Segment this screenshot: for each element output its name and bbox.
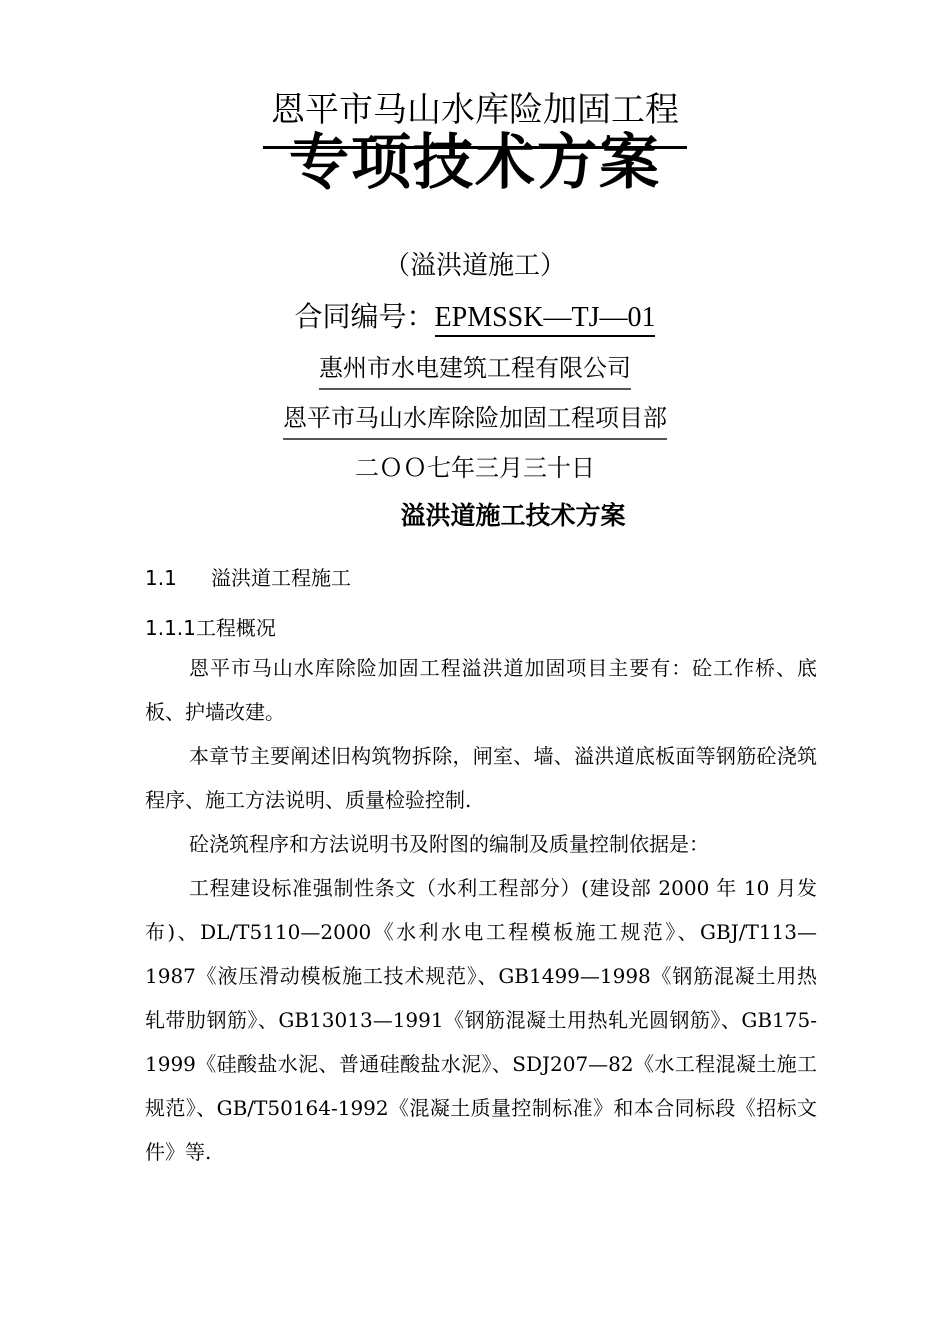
paragraph-text: 恩平市马山水库除险加固工程溢洪道加固项目主要有：砼工作桥、底板、护墙改建。 bbox=[145, 656, 817, 724]
contract-number bbox=[0, 296, 950, 339]
section-title: 溢洪道工程施工 bbox=[211, 566, 351, 590]
cover-title-line2: 专项技术方案 bbox=[289, 128, 661, 198]
paragraph-3 bbox=[145, 822, 817, 866]
project-department bbox=[0, 400, 950, 440]
paragraph-2 bbox=[145, 734, 817, 822]
cover-subtitle: （溢洪道施工） bbox=[383, 251, 566, 281]
paragraph-1 bbox=[145, 646, 817, 734]
paragraph-text: 工程建设标准强制性条文（水利工程部分）(建设部 2000 年 10 月发布)、DL/T5110—2000《水利水电工程模板施工规范》、GBJ/T113—1987《液压滑动模板施工技术规范》、GB1499—1998《钢筋混凝土用热轧带肋钢筋》、GB13013—1991《钢筋混凝土用热轧光圆钢筋》、GB175-1999《硅酸盐水泥、普通硅酸盐水泥》、SDJ207—82《水工程混凝土施工规范》、GB/T50164-1992《混凝土质量控制标准》和本合同标段《招标文件》等. bbox=[145, 876, 817, 1164]
company-name bbox=[0, 350, 950, 390]
company-name-text: 惠州市水电建筑工程有限公司 bbox=[319, 350, 631, 390]
contract-label: 合同编号： bbox=[294, 300, 435, 333]
paragraph-4 bbox=[145, 866, 817, 1174]
section-heading-1-1-1 bbox=[145, 613, 276, 643]
cover-title-line1: 恩平市马山水库险加固工程 bbox=[271, 90, 679, 130]
cover-date: 二ＯＯ七年三月三十日 bbox=[355, 454, 595, 482]
document-title: 溢洪道施工技术方案 bbox=[400, 501, 626, 530]
paragraph-text: 砼浇筑程序和方法说明书及附图的编制及质量控制依据是： bbox=[189, 832, 709, 856]
paragraph-text: 本章节主要阐述旧构筑物拆除，闸室、墙、溢洪道底板面等钢筋砼浇筑程序、施工方法说明、质量检验控制. bbox=[145, 744, 817, 812]
contract-code: EPMSSK—TJ—01 bbox=[435, 302, 656, 337]
section-number: 1.1 bbox=[145, 566, 177, 590]
section-title: 工程概况 bbox=[195, 616, 276, 640]
section-number: 1.1.1 bbox=[145, 616, 196, 640]
project-department-text: 恩平市马山水库除险加固工程项目部 bbox=[283, 400, 667, 440]
section-heading-1-1 bbox=[145, 563, 351, 593]
